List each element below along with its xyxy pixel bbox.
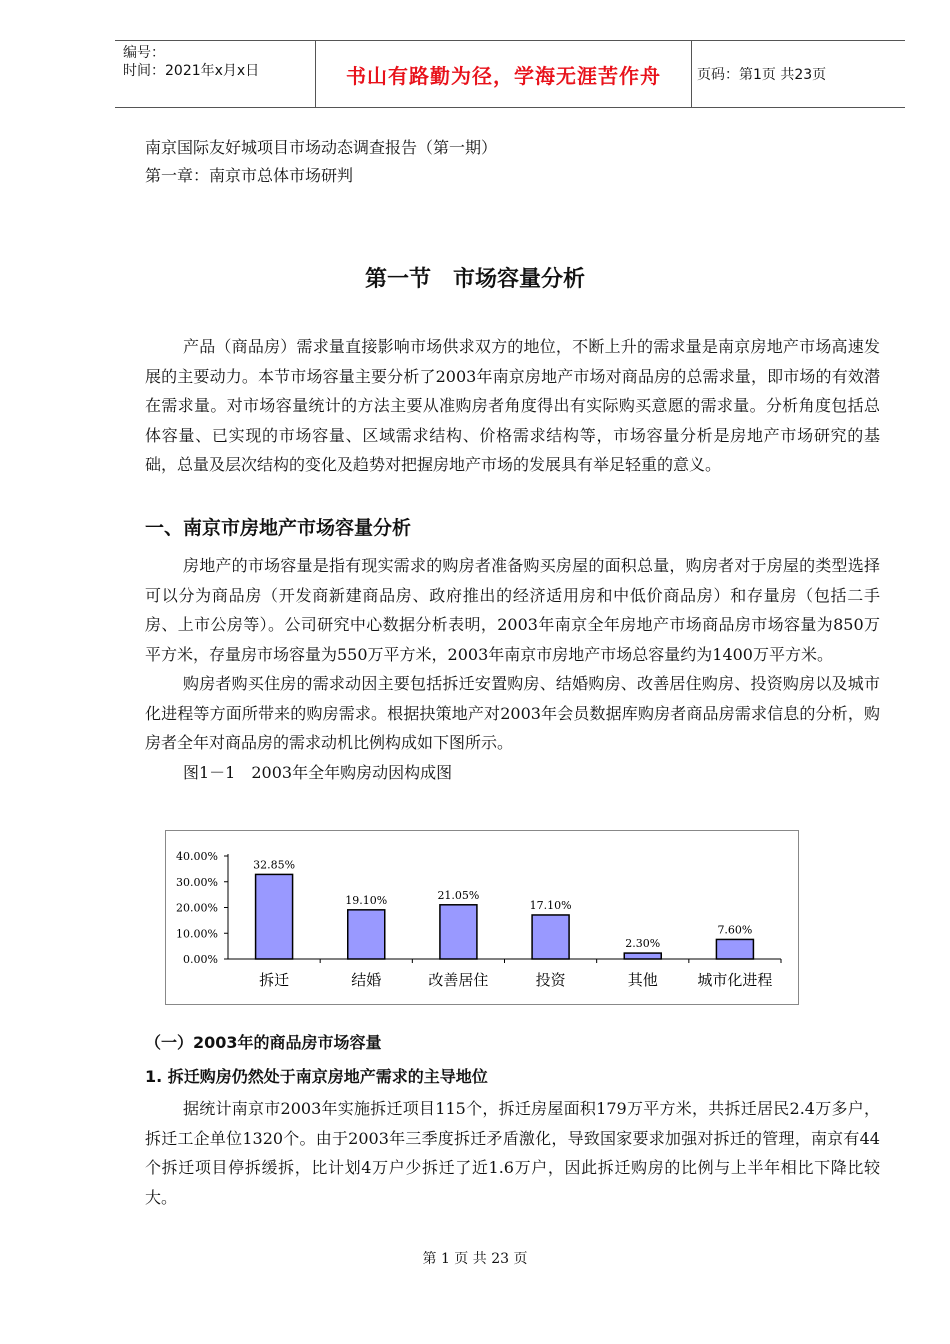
page-header xyxy=(115,40,905,108)
y-tick-label: 20.00% xyxy=(176,901,218,915)
data-label: 2.30% xyxy=(625,937,661,951)
section-title: 第一节 市场容量分析 xyxy=(364,267,585,292)
bar xyxy=(440,905,477,959)
bar xyxy=(716,939,753,959)
category-label: 改善居住 xyxy=(428,971,489,989)
time-label: 时间：2021年x月x日 xyxy=(123,63,260,79)
data-label: 7.60% xyxy=(717,923,753,937)
report-title: 南京国际友好城项目市场动态调查报告（第一期） xyxy=(145,138,498,157)
data-label: 17.10% xyxy=(529,898,572,912)
heading-3: 1. 拆迁购房仍然处于南京房地产需求的主导地位 xyxy=(145,1067,488,1086)
data-label: 21.05% xyxy=(437,888,480,902)
category-label: 结婚 xyxy=(351,971,382,989)
intro-paragraph xyxy=(145,332,880,480)
category-label: 其他 xyxy=(627,971,658,989)
paragraph-4: 据统计南京市2003年实施拆迁项目115个，拆迁房屋面积179万平方米，共拆迁居民2.4万多户，拆迁工企单位1320个。由于2003年三季度拆迁矛盾激化，导致国家要求加强对拆迁的管理，南京有44个拆迁项目停拆缓拆，比计划4万户少拆迁了近1.6万户，因此拆迁购房的比例与上半年相比下降比较大。 xyxy=(145,1099,880,1207)
paragraph-3: 购房者购买住房的需求动因主要包括拆迁安置购房、结婚购房、改善居住购房、投资购房以及城市化进程等方面所带来的购房需求。根据抉策地产对2003年会员数据库购房者商品房需求信息的分析，购房者全年对商品房的需求动机比例构成如下图所示。 xyxy=(145,674,880,752)
chapter-title: 第一章：南京市总体市场研判 xyxy=(145,166,354,185)
category-label: 投资 xyxy=(535,971,566,989)
bar-chart-frame xyxy=(165,830,799,1005)
page-footer: 第 1 页 共 23 页 xyxy=(422,1251,528,1267)
intro-text: 产品（商品房）需求量直接影响市场供求双方的地位，不断上升的需求量是南京房地产市场高速发展的主要动力。本节市场容量主要分析了2003年南京房地产市场对商品房的总需求量，即市场的有效潜在需求量。对市场容量统计的方法主要从准购房者角度得出有实际购买意愿的需求量。分析角度包括总体容量、已实现的市场容量、区域需求结构、价格需求结构等，市场容量分析是房地产市场研究的基础，总量及层次结构的变化及趋势对把握房地产市场的发展具有举足轻重的意义。 xyxy=(145,337,880,474)
bar xyxy=(256,874,293,959)
category-label: 城市化进程 xyxy=(697,971,773,989)
heading-2: （一）2003年的商品房市场容量 xyxy=(145,1033,382,1052)
bar-chart xyxy=(166,831,798,1004)
bar xyxy=(348,910,385,959)
motto: 书山有路勤为径，学海无涯苦作舟 xyxy=(346,63,661,88)
paragraph-2: 房地产的市场容量是指有现实需求的购房者准备购买房屋的面积总量，购房者对于房屋的类型选择可以分为商品房（开发商新建商品房、政府推出的经济适用房和中低价商品房）和存量房（包括二手房、上市公房等）。公司研究中心数据分析表明，2003年南京全年房地产市场商品房市场容量为850万平方米，存量房市场容量为550万平方米，2003年南京市房地产市场总容量约为1400万平方米。 xyxy=(145,556,880,664)
y-tick-label: 40.00% xyxy=(176,850,218,863)
paragraph-4-block xyxy=(145,1094,880,1212)
body-paragraphs xyxy=(145,551,880,787)
data-label: 19.10% xyxy=(345,893,388,907)
page-number-label: 页码：第1页 共23页 xyxy=(697,67,827,83)
y-tick-label: 10.00% xyxy=(176,927,218,941)
bar xyxy=(624,953,661,959)
number-label: 编号： xyxy=(123,45,165,61)
category-label: 拆迁 xyxy=(259,971,290,989)
bar xyxy=(532,915,569,959)
motto-cell xyxy=(315,41,692,107)
y-tick-label: 0.00% xyxy=(183,953,218,966)
header-meta xyxy=(115,41,315,107)
figure-caption: 图1－1 2003年全年购房动因构成图 xyxy=(183,762,453,782)
y-tick-label: 30.00% xyxy=(176,875,218,889)
heading-1: 一、南京市房地产市场容量分析 xyxy=(145,517,412,539)
report-meta xyxy=(145,134,880,190)
data-label: 32.85% xyxy=(253,858,296,872)
